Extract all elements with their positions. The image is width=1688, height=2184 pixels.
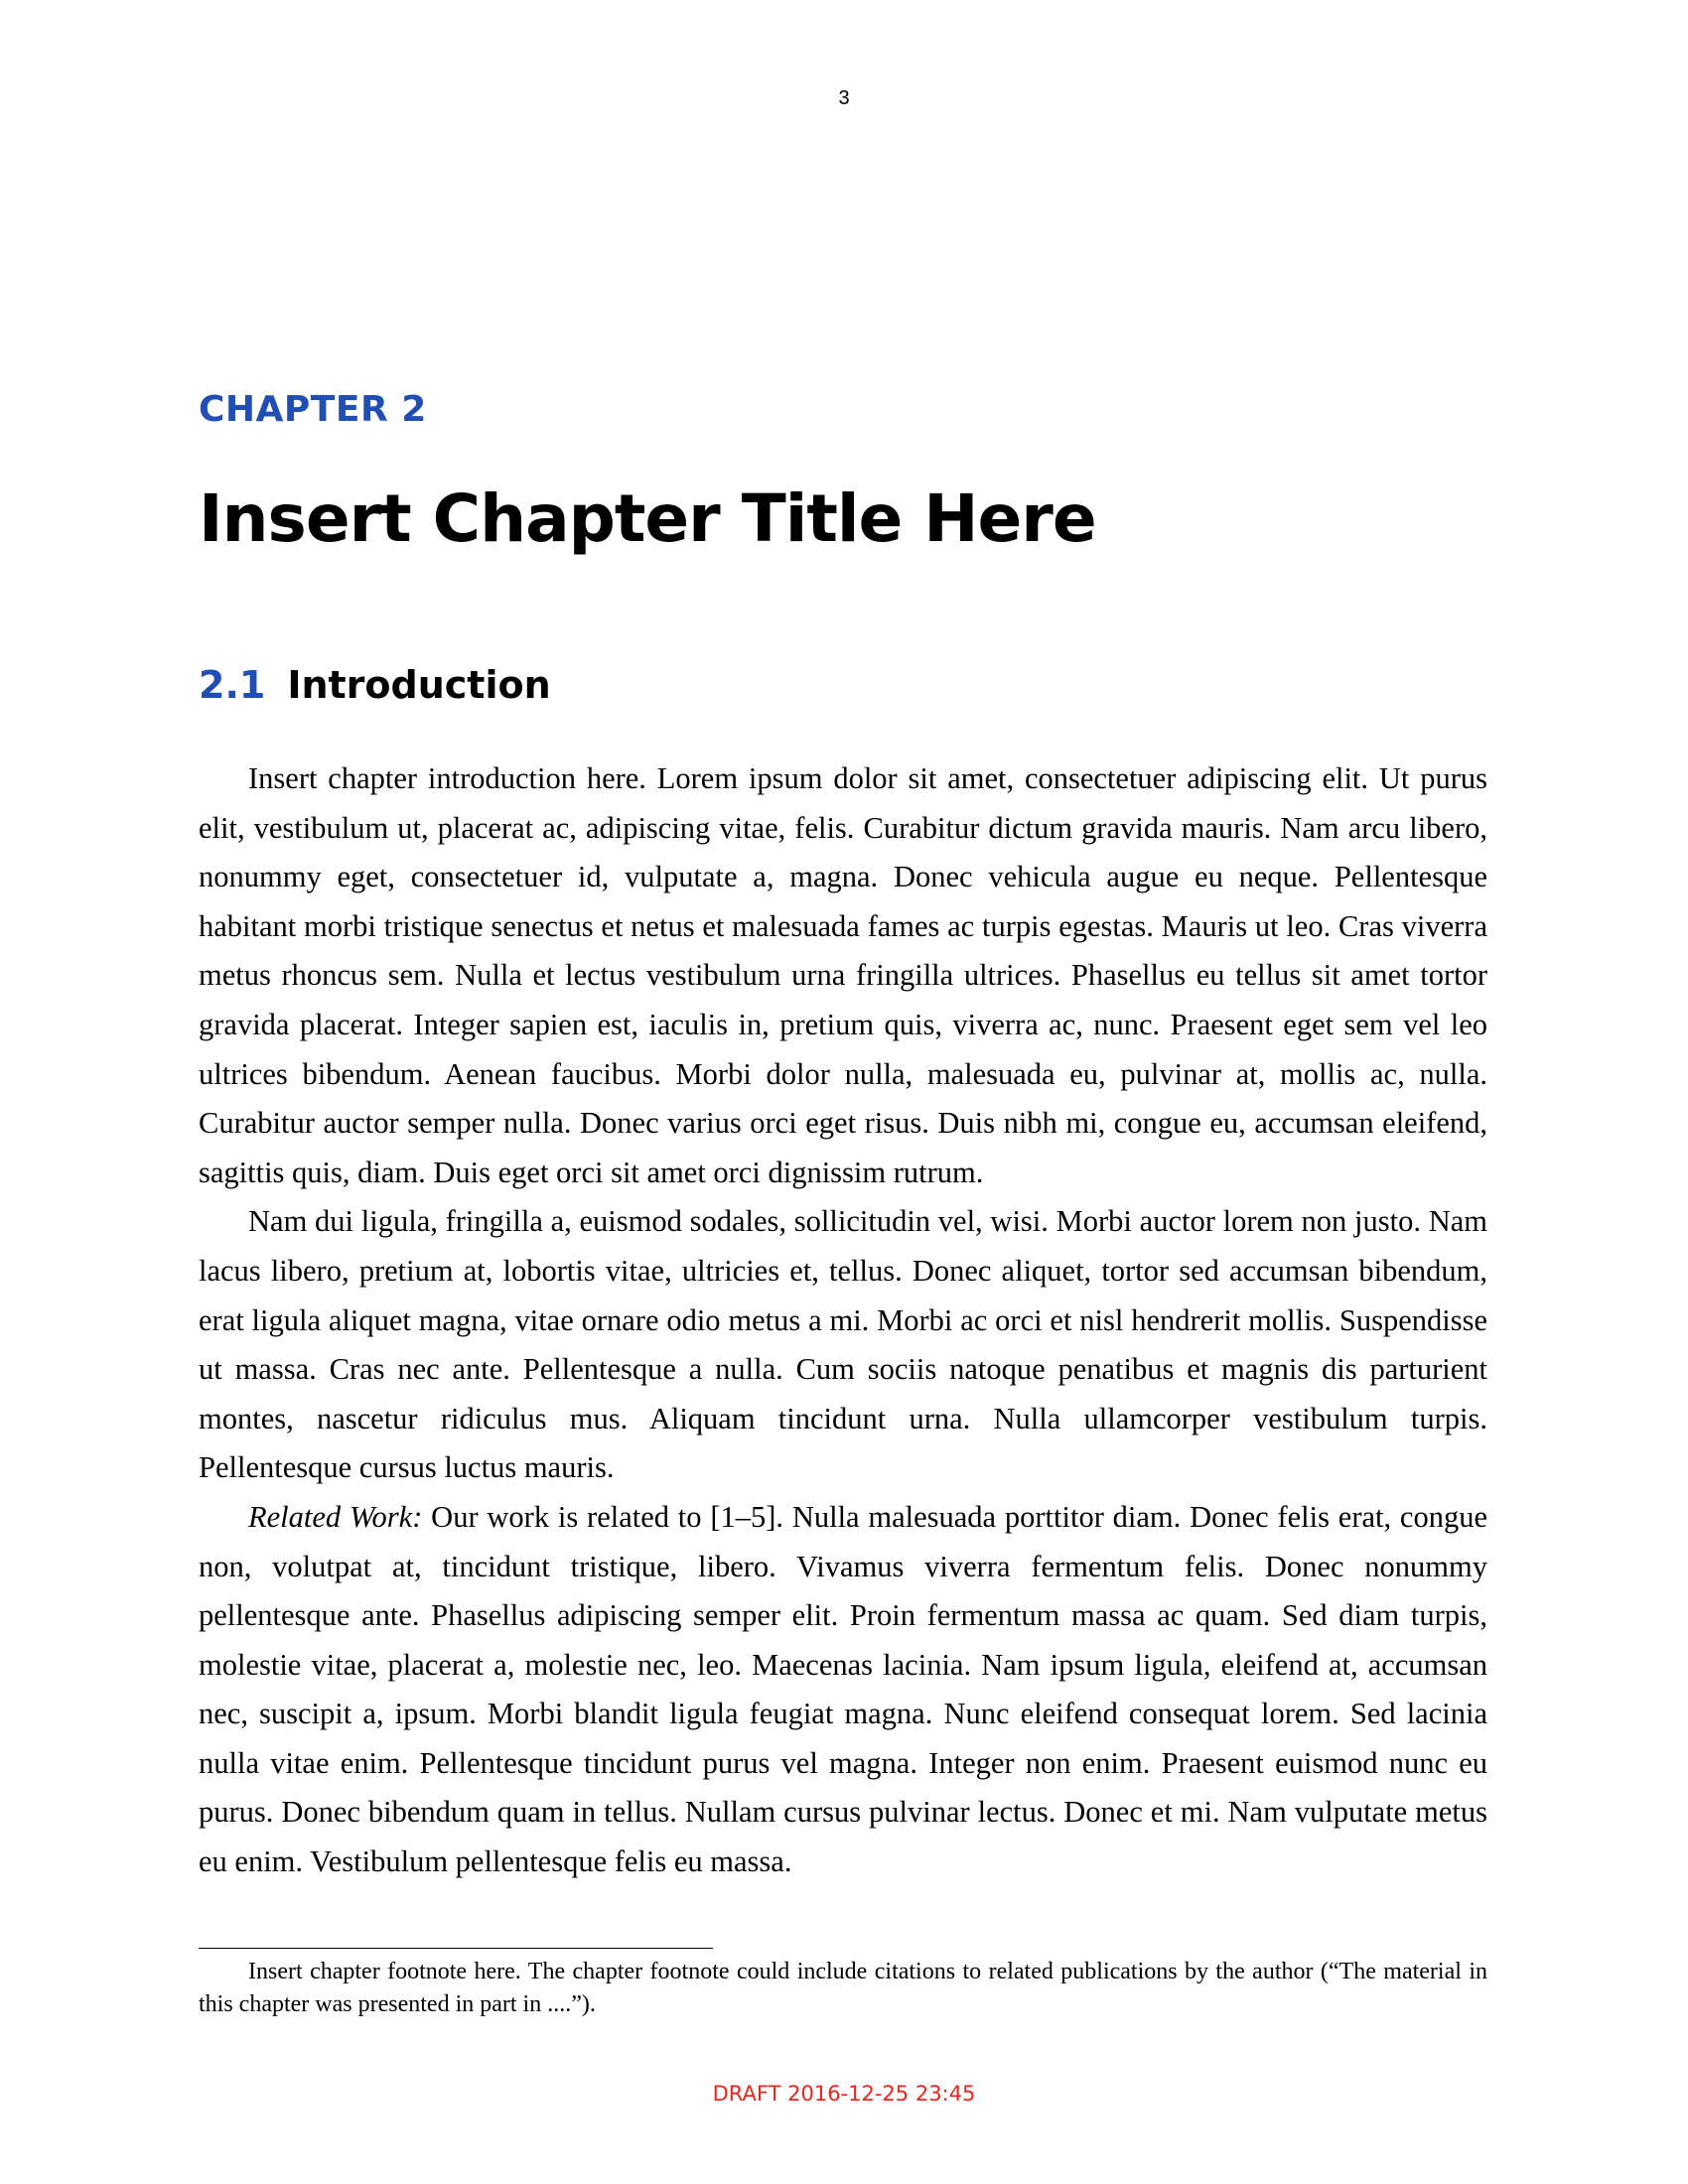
related-work-label: Related Work: xyxy=(248,1499,423,1534)
draft-stamp: DRAFT 2016-12-25 23:45 xyxy=(712,2082,976,2106)
chapter-label: CHAPTER 2 xyxy=(199,389,427,430)
section-number: 2.1 xyxy=(199,663,266,707)
related-work-text: Our work is related to [1–5]. Nulla malesuada porttitor diam. Donec felis erat, congue non, volutpat at, tincidunt tristique, libero. Vivamus viverra fermentum felis. Donec nonummy pellentesque ante. Phasellus adipiscing semper elit. Proin fermentum massa ac quam. Sed diam turpis, molestie vitae, placerat a, molestie nec, leo. Maecenas lacinia. Nam ipsum ligula, eleifend at, accumsan nec, suscipit a, ipsum. Morbi blandit ligula feugiat magna. Nunc eleifend consequat lorem. Sed lacinia nulla vitae enim. Pellentesque tincidunt purus vel magna. Integer non enim. Praesent euismod nunc eu purus. Donec bibendum quam in tellus. Nullam cursus pulvinar lectus. Donec et mi. Nam vulputate metus eu enim. Vestibulum pellentesque felis eu massa. xyxy=(199,1499,1487,1879)
section-title: Introduction xyxy=(287,663,551,707)
page-number: 3 xyxy=(838,87,850,109)
paragraph-second: Nam dui ligula, fringilla a, euismod sodales, sollicitudin vel, wisi. Morbi auctor lorem non justo. Nam lacus libero, pretium at, lobortis vitae, ultricies et, tellus. Donec aliquet, tortor sed accumsan bibendum, erat ligula aliquet magna, vitae ornare odio metus a mi. Morbi ac orci et nisl hendrerit mollis. Suspendisse ut massa. Cras nec ante. Pellentesque a nulla. Cum sociis natoque penatibus et magnis dis parturient montes, nascetur ridiculus mus. Aliquam tincidunt urna. Nulla ullamcorper vestibulum turpis. Pellentesque cursus luctus mauris. xyxy=(199,1204,1487,1485)
section-heading xyxy=(199,663,551,707)
paragraph-related-work xyxy=(199,1493,1487,1887)
paragraph-intro: Insert chapter introduction here. Lorem ipsum dolor sit amet, consectetuer adipiscing elit. Ut purus elit, vestibulum ut, placerat ac, adipiscing vitae, felis. Curabitur dictum gravida mauris. Nam arcu libero, nonummy eget, consectetuer id, vulputate a, magna. Donec vehicula augue eu neque. Pellentesque habitant morbi tristique senectus et netus et malesuada fames ac turpis egestas. Mauris ut leo. Cras viverra metus rhoncus sem. Nulla et lectus vestibulum urna fringilla ultrices. Phasellus eu tellus sit amet tortor gravida placerat. Integer sapien est, iaculis in, pretium quis, viverra ac, nunc. Praesent eget sem vel leo ultrices bibendum. Aenean faucibus. Morbi dolor nulla, malesuada eu, pulvinar at, mollis ac, nulla. Curabitur auctor semper nulla. Donec varius orci eget risus. Duis nibh mi, congue eu, accumsan eleifend, sagittis quis, diam. Duis eget orci sit amet orci dignissim rutrum. xyxy=(199,761,1487,1189)
footnote-rule xyxy=(199,1948,713,1949)
chapter-title: Insert Chapter Title Here xyxy=(199,480,1096,557)
body-text xyxy=(199,754,1487,1887)
footnote: Insert chapter footnote here. The chapter footnote could include citations to related publications by the author (“The material in this chapter was presented in part in ....”). xyxy=(199,1959,1487,2017)
